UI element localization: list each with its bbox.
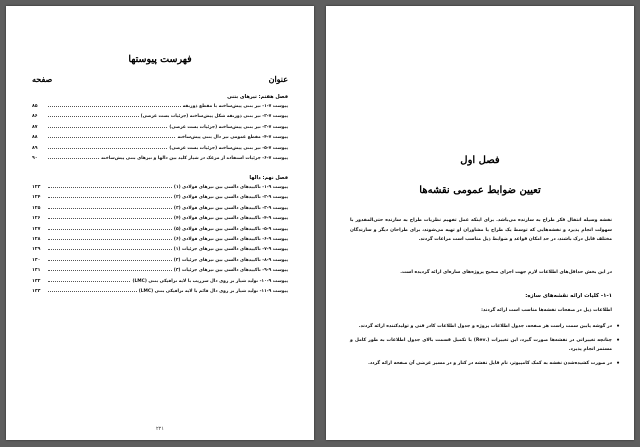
toc-entry-page: ۱۲۶ xyxy=(32,216,41,222)
toc-row[interactable] xyxy=(32,266,288,276)
toc-leader-dots xyxy=(48,246,172,250)
bullet-list xyxy=(350,322,620,372)
toc-row[interactable] xyxy=(32,154,288,164)
toc-row[interactable] xyxy=(32,133,288,143)
toc-entry-page: ۸۶ xyxy=(32,114,38,120)
toc-section-title: فصل نهم: دالها xyxy=(249,175,288,181)
toc-entry-text: پیوست ۷-۴- مقطع عمومی تیر دال بتنی پیش‌ساخته xyxy=(177,135,288,141)
toc-entry-page: ۱۳۰ xyxy=(32,257,41,263)
toc-entry-text: پیوست ۷-۱- تیر بتنی پیش‌ساخته با مقطع ذوزنقه xyxy=(182,104,288,109)
toc-row[interactable] xyxy=(32,235,288,245)
toc-entry-text: پیوست ۹-۱- تاکییدهای دالسی بین تیرهای فولادی (۱) xyxy=(173,185,288,190)
toc-entry-page: ۱۳۲ xyxy=(32,278,41,284)
toc-entry-page: ۸۵ xyxy=(32,104,38,109)
page-chapter-1 xyxy=(326,6,634,440)
toc-entry-text: پیوست ۹-۶- تاکییدهای دالسی بین تیرهای فولادی (۶) xyxy=(173,236,288,242)
toc-leader-dots xyxy=(48,288,137,292)
toc-entry-page: ۱۲۸ xyxy=(32,236,41,242)
toc-row[interactable] xyxy=(32,112,288,122)
toc-col-title: عنوان xyxy=(268,74,288,84)
toc-entry-text: پیوست ۷-۳- تیر بتنی پیش‌ساخته (جزئیات بست عرضی) xyxy=(169,124,288,130)
toc-leader-dots xyxy=(48,113,139,117)
toc-row[interactable] xyxy=(32,256,288,266)
toc-entry-text: پیوست ۹-۱۱- تولید شیار بر روی دال قائم با لایه ترافیکی بتنی (LMC) xyxy=(138,288,288,294)
toc-entry-page: ۱۳۳ xyxy=(32,288,41,294)
toc-entry-text: پیوست ۹-۴- تاکییدهای دالسی بین تیرهای فولادی (۴) xyxy=(173,216,288,222)
toc-entry-page: ۸۹ xyxy=(32,145,38,151)
chapter-label: فصل اول xyxy=(460,155,500,166)
toc-row[interactable] xyxy=(32,225,288,235)
toc-entry-page: ۱۲۷ xyxy=(32,226,41,232)
toc-entry-text: پیوست ۹-۲- تاکییدهای دالسی بین تیرهای فولادی (۲) xyxy=(173,195,288,201)
bullet-icon: • xyxy=(616,336,620,344)
page-toc xyxy=(6,6,314,440)
toc-row[interactable] xyxy=(32,183,288,193)
toc-row[interactable] xyxy=(32,277,288,287)
toc-leader-dots xyxy=(48,226,172,230)
toc-leader-dots xyxy=(48,145,167,149)
toc-section-9 xyxy=(32,173,288,297)
toc-entry-page: ۱۲۹ xyxy=(32,247,41,253)
toc-leader-dots xyxy=(48,103,181,107)
toc-section-title: فصل هفتم: تیرهای بتنی xyxy=(227,94,288,100)
toc-entry-page: ۱۳۱ xyxy=(32,268,41,274)
toc-row[interactable] xyxy=(32,144,288,154)
toc-leader-dots xyxy=(48,155,99,159)
toc-row[interactable] xyxy=(32,123,288,133)
section-heading: ۱-۱- کلیات ارائه نقشه‌های سازه: xyxy=(525,293,612,299)
toc-row[interactable] xyxy=(32,193,288,203)
toc-entry-text: پیوست ۹-۸- تاکییدهای دالسی بین تیرهای جزئیات (۲) xyxy=(173,257,288,263)
toc-col-page: صفحه xyxy=(32,74,53,84)
toc-entry-text: پیوست ۹-۹- تاکییدهای دالسی بین تیرهای جزئیات (۳) xyxy=(173,268,288,274)
toc-leader-dots xyxy=(48,194,172,198)
toc-section-7 xyxy=(32,92,288,164)
toc-entry-text: پیوست ۷-۲- تیر بتنی ذوزنقه شکل پیش‌ساخته (جزئیات بست عرضی) xyxy=(140,114,288,120)
bullet-text: در گوشه پایین سمت راست هر صفحه، جدول اطلاعات پروژه و جدول اطلاعات کادر فنی و تولیدکننده ارائه گردند. xyxy=(358,324,612,329)
toc-leader-dots xyxy=(48,205,172,209)
toc-row[interactable] xyxy=(32,214,288,224)
toc-entry-text: پیوست ۹-۵- تاکییدهای دالسی بین تیرهای فولادی (۵) xyxy=(173,226,288,232)
toc-entry-page: ۹۰ xyxy=(32,155,38,161)
toc-leader-dots xyxy=(48,184,172,188)
toc-leader-dots xyxy=(48,215,172,219)
toc-row[interactable] xyxy=(32,204,288,214)
bullet-text: در صورت کشیده‌شدن نقشه به کمک کامپیوتر، نام فایل نقشه در کنار و در مسیر عرضی آن صفحه ارائه گردد. xyxy=(368,360,612,366)
toc-leader-dots xyxy=(48,134,175,138)
toc-entry-page: ۸۸ xyxy=(32,135,38,141)
toc-row[interactable] xyxy=(32,287,288,297)
bullet-icon: • xyxy=(616,323,620,330)
bullet-item xyxy=(350,322,620,332)
toc-entry-page: ۱۲۴ xyxy=(32,195,41,201)
toc-row[interactable] xyxy=(32,102,288,112)
body-paragraph: اطلاعات ذیل در صفحات نقشه‌ها مناسب است ارائه گردند: xyxy=(481,308,612,313)
toc-header xyxy=(32,74,288,86)
bullet-item xyxy=(350,359,620,369)
toc-row[interactable] xyxy=(32,245,288,255)
toc-entry-text: پیوست ۷-۵- تیر بتنی پیش‌ساخته (جزئیات بست عرضی) xyxy=(169,145,288,151)
toc-leader-dots xyxy=(48,278,130,282)
chapter-title: تعیین ضوابط عمومی نقشه‌ها xyxy=(419,185,541,196)
toc-entry-text: پیوست ۹-۷- تاکییدهای دالسی بین تیرهای جزئیات (۱) xyxy=(173,247,288,253)
body-paragraph: در این بخش حداقل‌های اطلاعات لازم جهت اجرای صحیح پروژه‌های سازه‌ای ارائه گردیده است. xyxy=(400,270,612,275)
bullet-icon: • xyxy=(616,359,620,367)
toc-leader-dots xyxy=(48,267,172,271)
bullet-text: چنانچه تغییراتی در نقشه‌ها صورت گیرد، این تغییرات (.Rev) با تکمیل قسمت بالای جدول اطلاعات به طور کامل و مستمر انجام پذیرد. xyxy=(350,337,612,352)
toc-leader-dots xyxy=(48,257,172,261)
toc-entry-text: پیوست ۷-۶- جزئیات استفاده از مرغک در شیار کلید بین دالها و تیرهای بتنی پیش‌ساخته xyxy=(101,155,288,161)
body-paragraph: نقشه وسیله انتقال فکر طراح به سازنده می‌باشد. برای اینکه عمل تفهیم نظریات طراح به سازنده حتی‌المقدور با سهولت انجام پذیرد و نقشه‌هایی که توسط یک طراح یا مشاوران او تهیه می‌شوند، برای طراحان دیگر و سازندگان مختلف قابل درک باشند، در حد امکان قواعد و ضوابط ذیل مناسب است مراعات گردند. xyxy=(350,218,612,242)
toc-entry-page: ۱۲۵ xyxy=(32,205,41,211)
toc-entry-text: پیوست ۹-۱۰- تولید شیار بر روی دال سرریب با لایه ترافیکی بتنی (LMC) xyxy=(132,278,288,284)
toc-entry-page: ۱۲۳ xyxy=(32,185,41,190)
bullet-item xyxy=(350,336,620,355)
toc-leader-dots xyxy=(48,236,172,240)
toc-entry-page: ۸۷ xyxy=(32,124,38,130)
toc-leader-dots xyxy=(48,124,167,128)
toc-title: فهرست پیوستها xyxy=(128,54,192,65)
page-number: ۲۲۱ xyxy=(155,426,165,432)
toc-entry-text: پیوست ۹-۳- تاکییدهای دالسی بین تیرهای فولادی (۳) xyxy=(173,205,288,211)
